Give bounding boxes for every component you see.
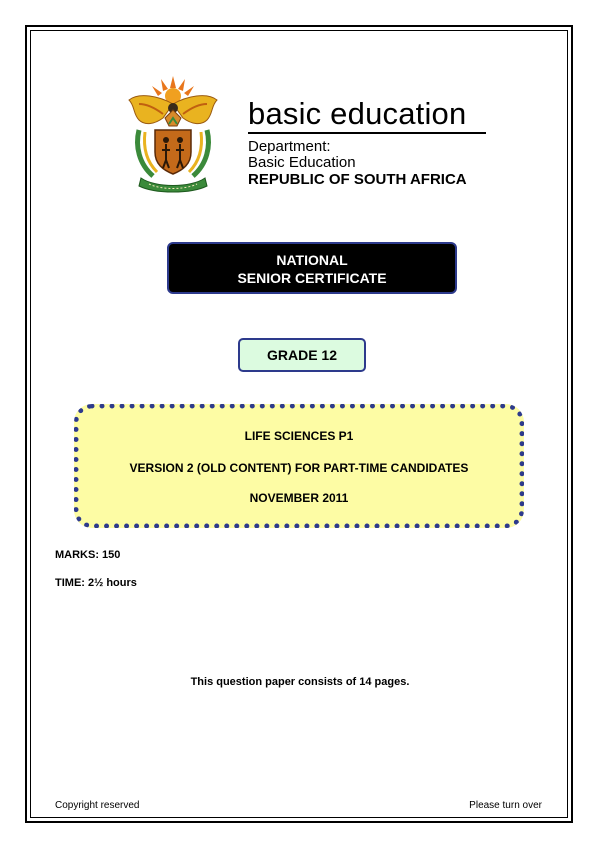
country-name: REPUBLIC OF SOUTH AFRICA [248,171,467,188]
certificate-line-2: SENIOR CERTIFICATE [237,270,387,286]
subject-title: LIFE SCIENCES P1 [244,429,354,443]
department-name: Basic Education [248,154,356,171]
exam-date: NOVEMBER 2011 [249,491,349,505]
grade-badge: GRADE 12 [238,338,366,372]
coat-of-arms-icon [125,74,221,196]
subject-version: VERSION 2 (OLD CONTENT) FOR PART-TIME CANDIDATES [129,461,469,475]
department-title: basic education [248,96,467,131]
certificate-banner [167,242,457,294]
footer-copyright: Copyright reserved [55,800,140,811]
department-title-underline [248,132,486,134]
footer-turn-over: Please turn over [469,800,542,811]
subject-panel [74,404,524,528]
page-count-note: This question paper consists of 14 pages. [190,676,410,688]
department-label: Department: [248,138,331,155]
certificate-line-1: NATIONAL [276,252,348,268]
marks-label: MARKS: 150 [55,549,121,561]
time-label: TIME: 2½ hours [55,577,137,589]
